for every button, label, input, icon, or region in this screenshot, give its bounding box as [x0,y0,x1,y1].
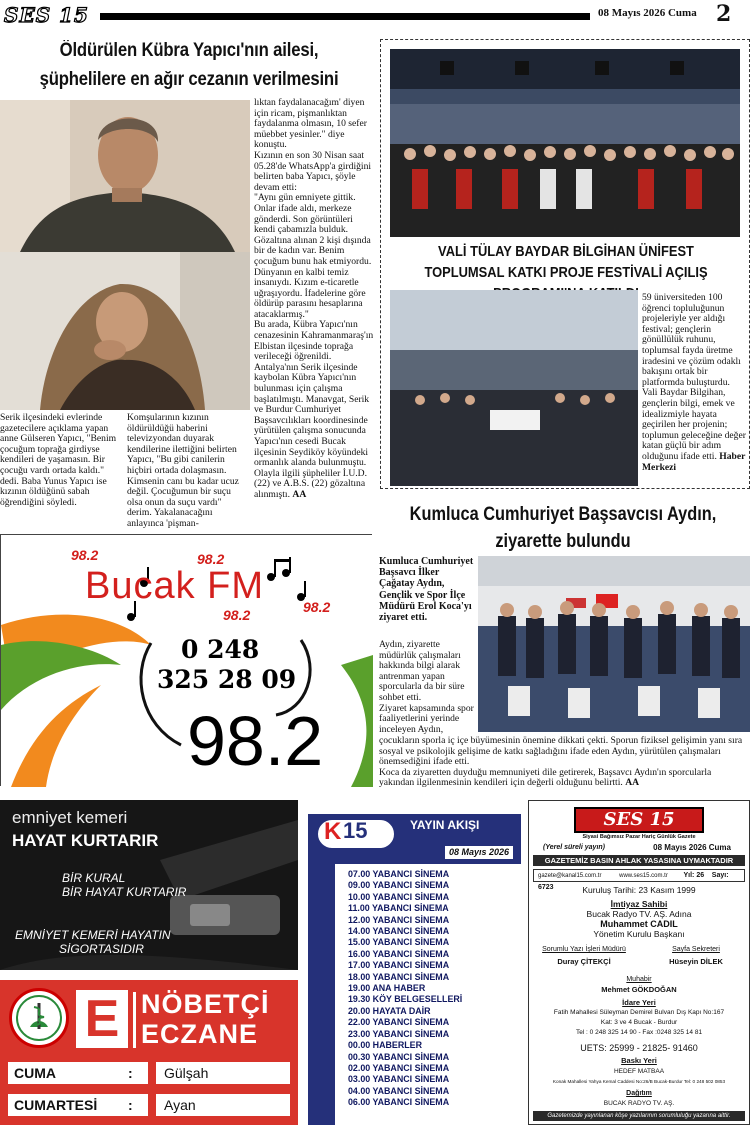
festival-group-drawing [390,49,740,237]
seatbelt-slogan-4: SİGORTASIDIR [59,942,144,956]
imprint-layout-name: Hüseyin DİLEK [669,957,723,966]
festival-hall-photo [390,290,638,486]
pharmacy-icon [9,988,69,1048]
story2-paragraph: 59 üniversiteden 100 öğrenci topluluğunun projeleriyle yer aldığı festival; gençlerin gönüllülük ruhunu, toplumsal fayda üretme iradesini ve çözüm odaklı bakışını ortak bir platformda buluşturdu. [642,292,741,388]
pharmacy-day-saturday: CUMARTESİ [8,1094,148,1116]
imprint-year: Yıl: 26 [683,872,705,879]
imprint-logo: SES 15 [574,807,704,833]
tv-schedule-item: 02.00 YABANCI SİNEMA [348,1062,450,1073]
imprint-box [528,800,750,1125]
sports-group-photo [478,556,750,732]
tv-schedule-item: 18.00 YABANCI SİNEMA [348,971,450,982]
story1-paragraph: "Aynı gün emniyete gittik. Onlar ifade aldı, merkeze gönderdi. Son görüntüleri kendi çabamızla bulduk. Gözaltına alınan 2 kişi dışında bir de kadın var. Benim çocuğum bunu hak etmiyordu. Dünyanın en kalbi temiz insanıydı. Kızım e-ticaretle uğraşıyordu. İfadelerine göre öldürüp parasını hesaplarına atacaklarmış." [254,192,372,320]
story1-paragraph: Bu arada, Kübra Yapıcı'nın cenazesinin Kahramanmaraş'ın Elbistan ilçesinde toprağa verileceği öğrenildi. [254,319,374,363]
father-photo-drawing [0,100,250,252]
story1-column-b: Komşularının kızının öldürüldüğü haberini televizyondan duyarak kendilerine ilettiğini belirten Yapıcı, "Bu gibi canilerin hiçbiri ortada dolaşmasın. Kimsenin canı bu kadar ucuz değil. Çocuğumun bir suçu olsa onun da suçu vardı" derim. Yakalanacağını anlayınca 'pişman- [127,412,239,529]
story2-headline: VALİ TÜLAY BAYDAR BİLGİHAN ÜNİFEST TOPLUMSAL KATKI PROJE FESTİVALİ AÇILIŞ [424,243,708,281]
story1-paragraph: Kızının en son 30 Nisan saat 05.28'de WhatsApp'a girdiğini belirten baba Yapıcı, şöyle devam etti: [254,149,372,193]
pharmacy-title-line2: ECZANE [141,1019,259,1049]
imprint-subtitle: Siyasi Bağımsız Pazar Hariç Günlük Gazete [582,834,696,840]
seatbelt-slogan-3: EMNİYET KEMERİ HAYATIN [15,928,171,942]
imprint-owner-company: Bucak Radyo TV. AŞ. Adına [586,909,692,919]
festival-hall-drawing [390,290,638,486]
pharmacy-day-friday: CUMA [8,1062,148,1084]
pharmacy-name-saturday: Ayan [156,1094,290,1116]
k15-logo-k: K [324,818,342,845]
tv-schedule-item: 15.00 YABANCI SİNEMA [348,937,450,948]
tv-schedule-item: 23.00 YABANCI SİNEMA [348,1028,450,1039]
tv-schedule-list [348,869,462,1109]
story1-column-right [254,98,376,522]
imprint-logo-block [529,807,749,833]
story3-body-left [379,640,475,735]
sports-group-drawing [478,556,750,732]
masthead-logo: SES 15 [4,3,89,27]
page-number: 2 [716,1,732,27]
imprint-reporter-title: Muhabir [626,976,652,983]
pharmacy-colon: : [128,1065,133,1081]
story1-paragraph-text: Antalya'nın Serik ilçesinde kaybolan Kübra Yapıcı'nın bulunması için çalışma başlatılmıştı. Manavgat, Serik ve Burdur Cumhuriyet Başsavcılıkları koordinesinde yürütülen çalışma sonucunda Yapıcı'nın cesedi Bucak ilçesinin Seydiköy köyündeki ormanlık alanda bulunmuştu. Olayla ilgili şüpheliler İ.U.D. (22) ve A.B.S. (22) gözaltına alınmıştı. [254,361,370,500]
seatbelt-slogan-2: BİR HAYAT KURTARIR [62,885,187,899]
festival-group-photo [390,49,740,237]
imprint-reporter-name: Mehmet GÖKDOĞAN [601,985,677,994]
imprint-website: www.ses15.com.tr [619,873,668,879]
pharmacy-divider [133,992,136,1048]
tv-schedule-item: 16.00 YABANCI SİNEMA [348,948,450,959]
tv-schedule-item: 14.00 YABANCI SİNEMA [348,926,450,937]
fm-frequency-small-2: 98.2 [197,551,225,567]
imprint-ethics-banner: GAZETEMİZ BASIN AHLAK YASASINA UYMAKTADIR [533,855,745,866]
imprint-issue: Sayı: 6723 [538,872,729,891]
tv-schedule-item: 00.00 HABERLER [348,1040,422,1051]
tv-schedule-title: YAYIN AKIŞI [410,818,480,832]
story3-headline: Kumluca Cumhuriyet Başsavcısı Aydın, ziyarette bulundu [409,504,717,552]
pharmacy-name-friday: Gülşah [156,1062,290,1084]
fm-phone-number: 325 28 09 [157,665,297,694]
fm-frequency-small: 98.2 [71,547,99,563]
tv-schedule-item: 20.00 HAYATA DAİR [348,1005,431,1016]
tv-schedule-item: 22.00 YABANCI SİNEMA [348,1017,450,1028]
pharmacy-colon: : [128,1097,133,1113]
imprint-distribution-title: Dağıtım [626,1090,652,1097]
story3-paragraph: çocukların sporla iç içe büyümesinin önemine dikkati çekti. Sporun fiziksel gelişimin yanı sıra sosyal ve psikolojik gelişime de katkı sağladığını ifade eden Aydın, yürütülen çalışmaları önemsediğini ifade etti. [379,735,743,768]
story3-paragraph-text: Koca da ziyaretten duyduğu memnuniyeti dile getirerek, Başsavcı Aydın'ın sporcularla yakından ilgilenmesinin kendileri için değerli olduğunu belirtti. [379,766,712,789]
header-rule [100,13,590,20]
seatbelt-line1: emniyet kemeri [12,808,128,827]
pharmacy-icon-drawing [12,991,66,1045]
imprint-print-title: Baskı Yeri [621,1056,657,1065]
seatbelt-line2: HAYAT KURTARIR [12,831,159,850]
imprint-printer-address: Konak Mahallesi Yahya Kemal Caddesi No:26/B Bucak-Burdur Tel: 0 248 502 0853 [552,1079,726,1084]
tv-schedule-item: 07.00 YABANCI SİNEMA [348,869,450,879]
pharmacy-title-line1: NÖBETÇİ [141,989,270,1019]
imprint-layout-title: Sayfa Sekreteri [672,946,720,953]
story2-paragraph [642,388,746,473]
bucak-fm-ad [0,534,372,786]
imprint-address-1: Fatih Mahallesi Süleyman Demirel Bulvarı Dış Kapı No:167 [553,1009,725,1016]
seatbelt-slogan-1: BİR KURAL [62,871,126,885]
fm-phone-prefix: 0 248 [181,635,260,664]
imprint-owner-role: Yönetim Kurulu Başkanı [593,929,685,939]
tv-schedule-item: 10.00 YABANCI SİNEMA [348,891,450,902]
fm-frequency-small-3: 98.2 [223,607,251,623]
imprint-address-2: Kat: 3 ve 4 Bucak - Burdur [600,1019,678,1026]
story1-column-a: Serik ilçesindeki evlerinde gazetecilere açıklama yapan anne Gülseren Yapıcı, "Benim çocuğum toprağa girdiyse kendileri de yaşamasın. Bir çocuğu vardı ortada kaldı." dedi. Baba Yunus Yapıcı ise kızının öldüğünü sabah öğrendiğini söyledi. [0,412,117,508]
imprint-printer: HEDEF MATBAA [613,1068,665,1075]
fm-frequency-small-4: 98.2 [303,599,331,615]
imprint-editor-title: Sorumlu Yazı İşleri Müdürü [542,946,626,953]
imprint-owner-name: Muhammet CADIL [600,919,678,929]
tv-schedule-item: 17.00 YABANCI SİNEMA [348,960,450,971]
imprint-uets: UETS: 25999 - 21825- 91460 [580,1043,698,1053]
tv-schedule-item: 03.00 YABANCI SİNEMA [348,1074,450,1085]
father-photo [0,100,250,252]
imprint-date: 08 Mayıs 2026 Cuma [653,843,731,852]
seatbelt-slogan-b [15,928,171,956]
story1-paragraph: lıktan faydalanacağım' diyen için ricam, pişmanlıktan faydalanma olmasın, 10 sefer müebbet yesinler." diye konuştu. [254,97,367,151]
story1-headline: Öldürülen Kübra Yapıcı'nın ailesi, şüphelilere en ağır cezanın verilmesini [39,40,339,90]
fm-frequency-large: 98.2 [187,702,324,780]
imprint-founded: Kuruluş Tarihi: 23 Kasım 1999 [582,885,696,895]
story2-paragraph-text: Vali Baydar Bilgihan, gençlerin bilgi, emek ve idealizmiyle hayata geçirilen her projenin; toplumun geleceğine değer katan güçlü bir adım olduğunu ifade etti. [642,387,746,462]
tv-schedule-item: 09.00 YABANCI SİNEMA [348,880,450,891]
tv-schedule-item: 00.30 YABANCI SİNEMA [348,1051,450,1062]
story1-paragraph [254,363,376,501]
tv-schedule-item: 19.30 KÖY BELGESELLERİ [348,994,463,1005]
imprint-editor-name: Duray ÇİTEKÇİ [557,957,611,966]
imprint-owner-title: İmtiyaz Sahibi [610,899,668,909]
pharmacy-letter-e: E [76,990,128,1048]
seatbelt-slogan-a [62,871,186,899]
imprint-address-title: İdare Yeri [622,998,656,1007]
tv-schedule-item: 19.00 ANA HABER [348,983,426,994]
story3-byline: AA [625,777,640,789]
imprint-distributor: BUCAK RADYO TV. AŞ. [603,1100,675,1107]
story3-lead: Kumluca Cumhuriyet Başsavcı İlker Çağatay Aydın, Gençlik ve Spor İlçe Müdürü Erol Koca'yı ziyaret etti. [379,556,474,624]
imprint-address-3: Tel : 0 248 325 14 90 - Fax :0248 325 14 81 [575,1029,703,1036]
tv-schedule-item: 11.00 YABANCI SİNEMA [348,903,449,914]
tv-schedule-item: 06.00 YABANCI SİNEMA [348,1097,450,1108]
story2-byline: Haber Merkezi [642,450,746,473]
mother-photo [0,252,250,410]
story2-body [642,293,746,489]
k15-logo-number: 15 [343,818,368,843]
story1-byline: AA [292,488,307,500]
imprint-email: gazete@kanal15.com.tr [538,873,602,879]
story3-paragraph: Aydın, ziyarette müdürlük çalışmaları hakkında bilgi alarak antrenman yapan sporcularla da bir süre sohbet etti. [379,639,465,703]
imprint-type: (Yerel süreli yayın) [543,844,605,851]
story3-body-bottom [379,736,747,789]
header-date: 08 Mayıs 2026 Cuma [598,7,697,19]
tv-schedule-date: 08 Mayıs 2026 [445,846,513,859]
tv-schedule-item: 04.00 YABANCI SİNEMA [348,1085,450,1096]
story3-paragraph: Ziyaret kapsamında spor faaliyetlerini yerinde inceleyen Aydın, [379,702,474,735]
mother-photo-drawing [0,252,250,410]
fm-station-name: Bucak FM [85,565,265,607]
story3-paragraph [379,768,747,789]
imprint-footer-note: Gazetemizde yayınlanan köşe yazılarının sorumluluğu yazarına aittir. [533,1111,745,1121]
tv-schedule-item: 12.00 YABANCI SİNEMA [348,914,450,925]
